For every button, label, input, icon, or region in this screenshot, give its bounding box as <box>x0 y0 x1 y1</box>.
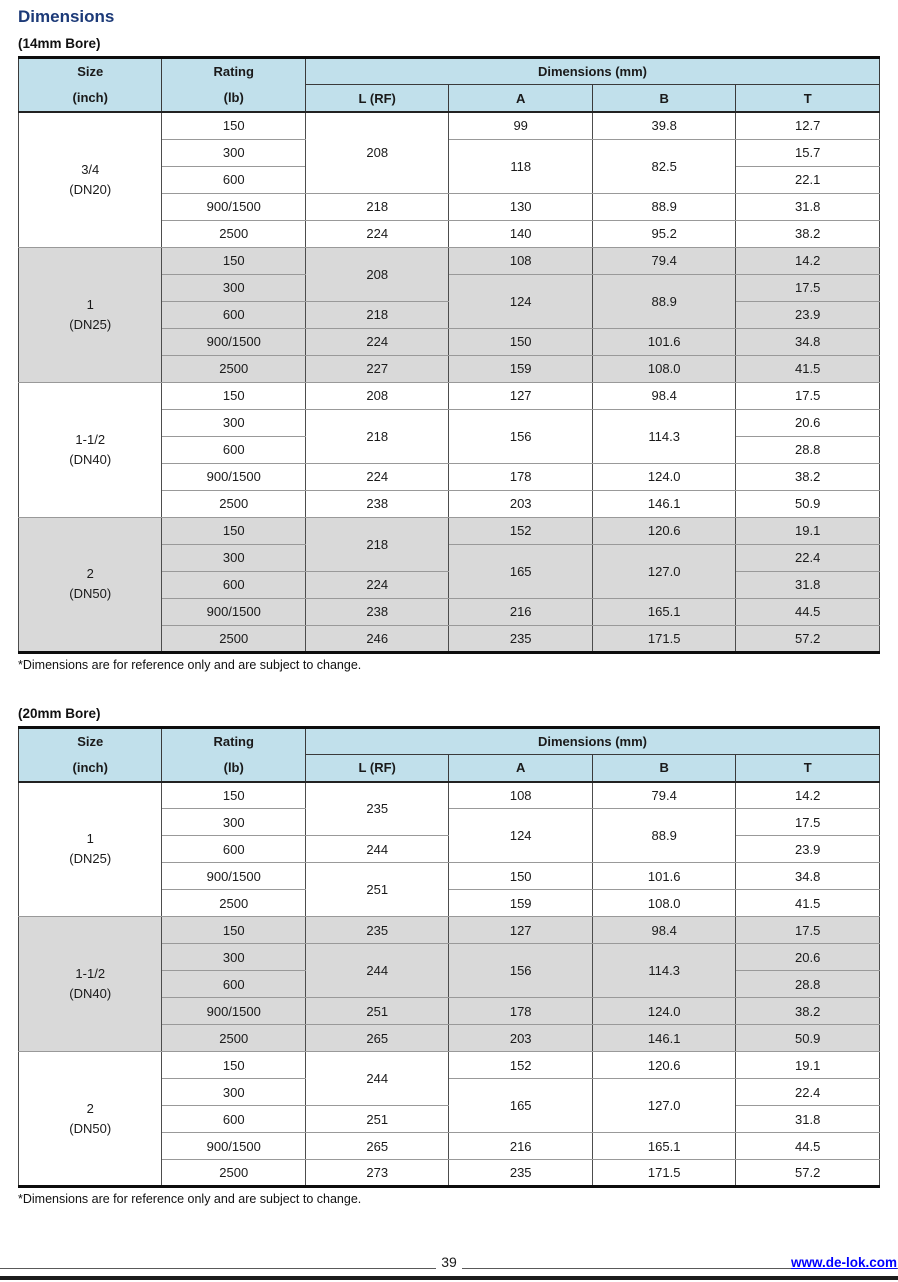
col-header-a: A <box>449 85 592 112</box>
table-cell: 600 <box>162 166 305 193</box>
table-cell: 300 <box>162 139 305 166</box>
table-cell: 251 <box>305 998 448 1025</box>
page-title: Dimensions <box>18 7 115 26</box>
table-cell: 300 <box>162 409 305 436</box>
table-cell: 900/1500 <box>162 598 305 625</box>
table-cell: 273 <box>305 1160 448 1187</box>
table-cell: 88.9 <box>592 274 735 328</box>
table-cell: 203 <box>449 490 592 517</box>
table-body <box>19 782 880 1187</box>
table-cell: 265 <box>305 1025 448 1052</box>
table-cell: 900/1500 <box>162 328 305 355</box>
table-cell: 2500 <box>162 625 305 652</box>
table-cell: 57.2 <box>736 1160 880 1187</box>
table-cell: 79.4 <box>592 247 735 274</box>
size-cell: 2 (DN50) <box>19 517 162 652</box>
table-cell: 82.5 <box>592 139 735 193</box>
table-cell: 44.5 <box>736 1133 880 1160</box>
size-cell: 1 (DN25) <box>19 782 162 917</box>
table-cell: 150 <box>162 917 305 944</box>
table-cell: 150 <box>162 112 305 139</box>
table-cell: 150 <box>449 863 592 890</box>
table-cell: 235 <box>449 625 592 652</box>
table-cell: 31.8 <box>736 193 880 220</box>
col-header-rating-label: Rating <box>213 733 254 749</box>
table-cell: 118 <box>449 139 592 193</box>
table-cell: 218 <box>305 193 448 220</box>
col-header-size-unit: (inch) <box>72 90 108 105</box>
table-cell: 265 <box>305 1133 448 1160</box>
table-cell: 300 <box>162 544 305 571</box>
table-cell: 2500 <box>162 1160 305 1187</box>
table-cell: 124.0 <box>592 463 735 490</box>
table-cell: 50.9 <box>736 1025 880 1052</box>
table-cell: 114.3 <box>592 409 735 463</box>
table-cell: 2500 <box>162 355 305 382</box>
col-header-size-unit: (inch) <box>72 759 108 775</box>
table-cell: 95.2 <box>592 220 735 247</box>
bore-section-label-20mm: (20mm Bore) <box>18 705 101 721</box>
table-cell: 300 <box>162 809 305 836</box>
table-cell: 88.9 <box>592 193 735 220</box>
table-cell: 127 <box>449 382 592 409</box>
table-cell: 224 <box>305 463 448 490</box>
table-cell: 900/1500 <box>162 193 305 220</box>
table-cell: 14.2 <box>736 782 880 809</box>
table-cell: 300 <box>162 944 305 971</box>
table-cell: 41.5 <box>736 890 880 917</box>
table-cell: 38.2 <box>736 998 880 1025</box>
table-cell: 150 <box>162 1052 305 1079</box>
table-cell: 216 <box>449 1133 592 1160</box>
col-header-size <box>19 58 162 113</box>
table-cell: 218 <box>305 517 448 571</box>
table-cell: 12.7 <box>736 112 880 139</box>
table-cell: 178 <box>449 463 592 490</box>
table-cell: 120.6 <box>592 1052 735 1079</box>
footnote: *Dimensions are for reference only and are subject to change. <box>18 657 362 672</box>
table-cell: 146.1 <box>592 1025 735 1052</box>
website-link[interactable]: www.de-lok.com <box>790 1255 897 1270</box>
table-cell: 900/1500 <box>162 863 305 890</box>
table-cell: 224 <box>305 220 448 247</box>
table-cell: 235 <box>449 1160 592 1187</box>
table-cell: 152 <box>449 517 592 544</box>
table-header <box>19 727 880 782</box>
table-cell: 2500 <box>162 890 305 917</box>
table-cell: 50.9 <box>736 490 880 517</box>
table-cell: 127.0 <box>592 1079 735 1133</box>
table-cell: 88.9 <box>592 809 735 863</box>
table-cell: 101.6 <box>592 863 735 890</box>
table-cell: 2500 <box>162 1025 305 1052</box>
table-cell: 31.8 <box>736 1106 880 1133</box>
table-cell: 900/1500 <box>162 998 305 1025</box>
table-cell: 224 <box>305 571 448 598</box>
table-cell: 244 <box>305 944 448 998</box>
table-cell: 17.5 <box>736 809 880 836</box>
table-cell: 17.5 <box>736 917 880 944</box>
table-row <box>19 917 880 944</box>
table-cell: 146.1 <box>592 490 735 517</box>
table-cell: 900/1500 <box>162 1133 305 1160</box>
table-cell: 165.1 <box>592 1133 735 1160</box>
table-cell: 20.6 <box>736 409 880 436</box>
table-cell: 150 <box>162 382 305 409</box>
table-cell: 124.0 <box>592 998 735 1025</box>
table-cell: 244 <box>305 1052 448 1106</box>
table-cell: 127 <box>449 917 592 944</box>
table-cell: 34.8 <box>736 863 880 890</box>
table-cell: 251 <box>305 1106 448 1133</box>
table-cell: 57.2 <box>736 625 880 652</box>
table-cell: 22.4 <box>736 1079 880 1106</box>
table-cell: 19.1 <box>736 1052 880 1079</box>
table-cell: 600 <box>162 1106 305 1133</box>
col-header-a: A <box>449 754 592 781</box>
table-cell: 98.4 <box>592 382 735 409</box>
col-header-size-label: Size <box>77 733 104 749</box>
table-cell: 22.1 <box>736 166 880 193</box>
table-cell: 41.5 <box>736 355 880 382</box>
table-cell: 156 <box>449 409 592 463</box>
table-cell: 108.0 <box>592 890 735 917</box>
page-number: 39 <box>436 1254 462 1270</box>
col-header-lrf: L (RF) <box>305 85 448 112</box>
table-cell: 218 <box>305 301 448 328</box>
table-cell: 17.5 <box>736 382 880 409</box>
table-body <box>19 112 880 652</box>
table-cell: 600 <box>162 836 305 863</box>
table-cell: 44.5 <box>736 598 880 625</box>
col-header-lrf: L (RF) <box>305 754 448 781</box>
table-cell: 235 <box>305 782 448 836</box>
table-cell: 15.7 <box>736 139 880 166</box>
table-cell: 224 <box>305 328 448 355</box>
col-header-b: B <box>592 85 735 112</box>
table-cell: 130 <box>449 193 592 220</box>
table-cell: 140 <box>449 220 592 247</box>
table-cell: 165 <box>449 544 592 598</box>
table-row <box>19 1052 880 1079</box>
col-header-rating-unit: (lb) <box>223 759 244 775</box>
bore-section-label-14mm: (14mm Bore) <box>18 36 101 51</box>
table-row <box>19 247 880 274</box>
table-cell: 300 <box>162 1079 305 1106</box>
table-cell: 22.4 <box>736 544 880 571</box>
dimensions-table-14mm <box>18 56 880 654</box>
table-cell: 251 <box>305 863 448 917</box>
col-header-dimensions: Dimensions (mm) <box>305 727 879 754</box>
table-cell: 178 <box>449 998 592 1025</box>
table-row <box>19 782 880 809</box>
col-header-rating-label: Rating <box>213 64 254 79</box>
table-cell: 600 <box>162 301 305 328</box>
table-cell: 600 <box>162 436 305 463</box>
table-cell: 600 <box>162 971 305 998</box>
table-cell: 98.4 <box>592 917 735 944</box>
table-row <box>19 517 880 544</box>
table-cell: 14.2 <box>736 247 880 274</box>
col-header-t: T <box>736 85 880 112</box>
col-header-rating-unit: (lb) <box>223 90 244 105</box>
footnote: *Dimensions are for reference only and are subject to change. <box>18 1192 362 1206</box>
col-header-dimensions: Dimensions (mm) <box>305 58 879 85</box>
table-cell: 150 <box>162 517 305 544</box>
table-cell: 108.0 <box>592 355 735 382</box>
table-cell: 165.1 <box>592 598 735 625</box>
size-cell: 1-1/2 (DN40) <box>19 917 162 1052</box>
table-cell: 23.9 <box>736 301 880 328</box>
table-cell: 114.3 <box>592 944 735 998</box>
table-cell: 235 <box>305 917 448 944</box>
table-cell: 159 <box>449 890 592 917</box>
table-cell: 108 <box>449 782 592 809</box>
table-cell: 150 <box>162 247 305 274</box>
table-cell: 20.6 <box>736 944 880 971</box>
col-header-rating <box>162 58 305 113</box>
page-number-container <box>0 1254 898 1270</box>
table-cell: 165 <box>449 1079 592 1133</box>
table-cell: 23.9 <box>736 836 880 863</box>
col-header-rating <box>162 727 305 782</box>
col-header-b: B <box>592 754 735 781</box>
table-cell: 28.8 <box>736 971 880 998</box>
table-cell: 31.8 <box>736 571 880 598</box>
table-cell: 238 <box>305 490 448 517</box>
table-cell: 2500 <box>162 490 305 517</box>
size-cell: 1-1/2 (DN40) <box>19 382 162 517</box>
table-cell: 34.8 <box>736 328 880 355</box>
table-cell: 244 <box>305 836 448 863</box>
col-header-size-label: Size <box>77 64 104 79</box>
table-cell: 79.4 <box>592 782 735 809</box>
table-cell: 19.1 <box>736 517 880 544</box>
table-cell: 171.5 <box>592 1160 735 1187</box>
table-cell: 127.0 <box>592 544 735 598</box>
table-cell: 120.6 <box>592 517 735 544</box>
table-cell: 99 <box>449 112 592 139</box>
table-row <box>19 112 880 139</box>
table-cell: 38.2 <box>736 220 880 247</box>
table-cell: 156 <box>449 944 592 998</box>
table-cell: 2500 <box>162 220 305 247</box>
table-row <box>19 382 880 409</box>
table-cell: 900/1500 <box>162 463 305 490</box>
table-cell: 28.8 <box>736 436 880 463</box>
table-cell: 101.6 <box>592 328 735 355</box>
table-cell: 159 <box>449 355 592 382</box>
page-content <box>0 7 898 1206</box>
table-cell: 150 <box>449 328 592 355</box>
size-cell: 3/4 (DN20) <box>19 112 162 247</box>
table-cell: 17.5 <box>736 274 880 301</box>
table-cell: 216 <box>449 598 592 625</box>
size-cell: 2 (DN50) <box>19 1052 162 1187</box>
table-cell: 124 <box>449 274 592 328</box>
table-cell: 218 <box>305 409 448 463</box>
dimensions-table-20mm <box>18 726 880 1189</box>
table-cell: 150 <box>162 782 305 809</box>
table-cell: 208 <box>305 112 448 193</box>
table-cell: 208 <box>305 382 448 409</box>
table-cell: 600 <box>162 571 305 598</box>
table-cell: 300 <box>162 274 305 301</box>
table-cell: 171.5 <box>592 625 735 652</box>
table-cell: 124 <box>449 809 592 863</box>
table-cell: 39.8 <box>592 112 735 139</box>
table-cell: 203 <box>449 1025 592 1052</box>
table-cell: 246 <box>305 625 448 652</box>
col-header-size <box>19 727 162 782</box>
table-cell: 108 <box>449 247 592 274</box>
table-cell: 38.2 <box>736 463 880 490</box>
col-header-t: T <box>736 754 880 781</box>
table-cell: 208 <box>305 247 448 301</box>
table-cell: 152 <box>449 1052 592 1079</box>
table-cell: 238 <box>305 598 448 625</box>
footer-rule-thick <box>0 1276 898 1280</box>
table-cell: 227 <box>305 355 448 382</box>
table-header <box>19 58 880 113</box>
size-cell: 1 (DN25) <box>19 247 162 382</box>
